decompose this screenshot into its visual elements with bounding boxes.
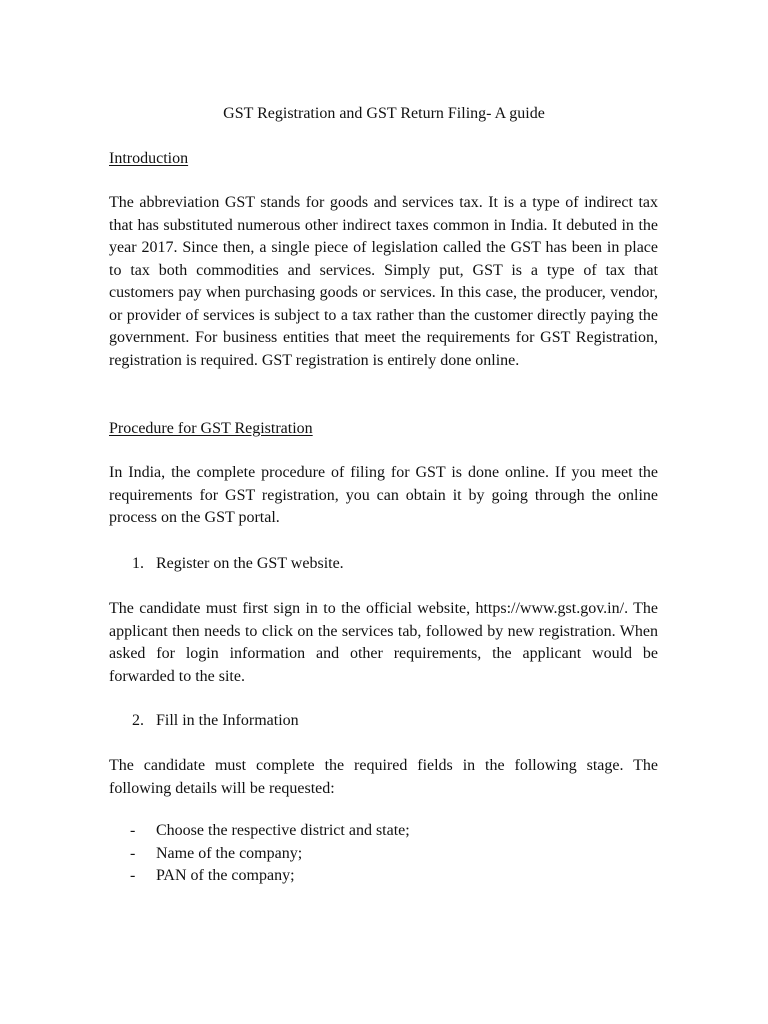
- section-heading-introduction: Introduction: [109, 150, 189, 167]
- list-item-text: Choose the respective district and state;: [156, 822, 410, 839]
- step-1-heading: [132, 553, 344, 575]
- list-item-marker: -: [130, 867, 136, 884]
- step-2-paragraph: The candidate must complete the required fields in the following stage. The following details will be requested:: [109, 757, 658, 797]
- step-1-number: 1.: [132, 555, 144, 572]
- list-item: [130, 865, 410, 888]
- list-item-marker: -: [130, 822, 136, 839]
- list-item: [130, 843, 410, 866]
- list-item-marker: -: [130, 844, 136, 862]
- list-item: [130, 820, 410, 843]
- document-title: GST Registration and GST Return Filing- A guide: [223, 105, 545, 122]
- procedure-paragraph: In India, the complete procedure of filing for GST is done online. If you meet the requirements for GST registration, you can obtain it by going through the online process on the GST portal.: [109, 464, 658, 526]
- section-heading-procedure: Procedure for GST Registration: [109, 420, 313, 437]
- list-item-text: PAN of the company;: [156, 867, 295, 884]
- list-item-text: Name of the company;: [156, 844, 303, 862]
- step-1-label: Register on the GST website.: [156, 555, 344, 572]
- step-2-number: 2.: [132, 712, 144, 729]
- step-2-label: Fill in the Information: [156, 712, 299, 729]
- step-1-paragraph: The candidate must first sign in to the official website, https://www.gst.gov.in/. The applicant then needs to click on the services tab, followed by new registration. When asked for login information and other requirements, the applicant would be forwarded to the site.: [109, 600, 658, 685]
- introduction-paragraph: The abbreviation GST stands for goods and services tax. It is a type of indirect tax that has substituted numerous other indirect taxes common in India. It debuted in the year 2017. Since then, a single piece of legislation called the GST has been in place to tax both commodities and services. Simply put, GST is a type of tax that customers pay when purchasing goods or services. In this case, the producer, vendor, or provider of services is subject to a tax rather than the customer directly paying the government. For business entities that meet the requirements for GST Registration, registration is required. GST registration is entirely done online.: [109, 194, 658, 369]
- step-2-heading: [132, 710, 299, 732]
- details-list: [130, 820, 410, 888]
